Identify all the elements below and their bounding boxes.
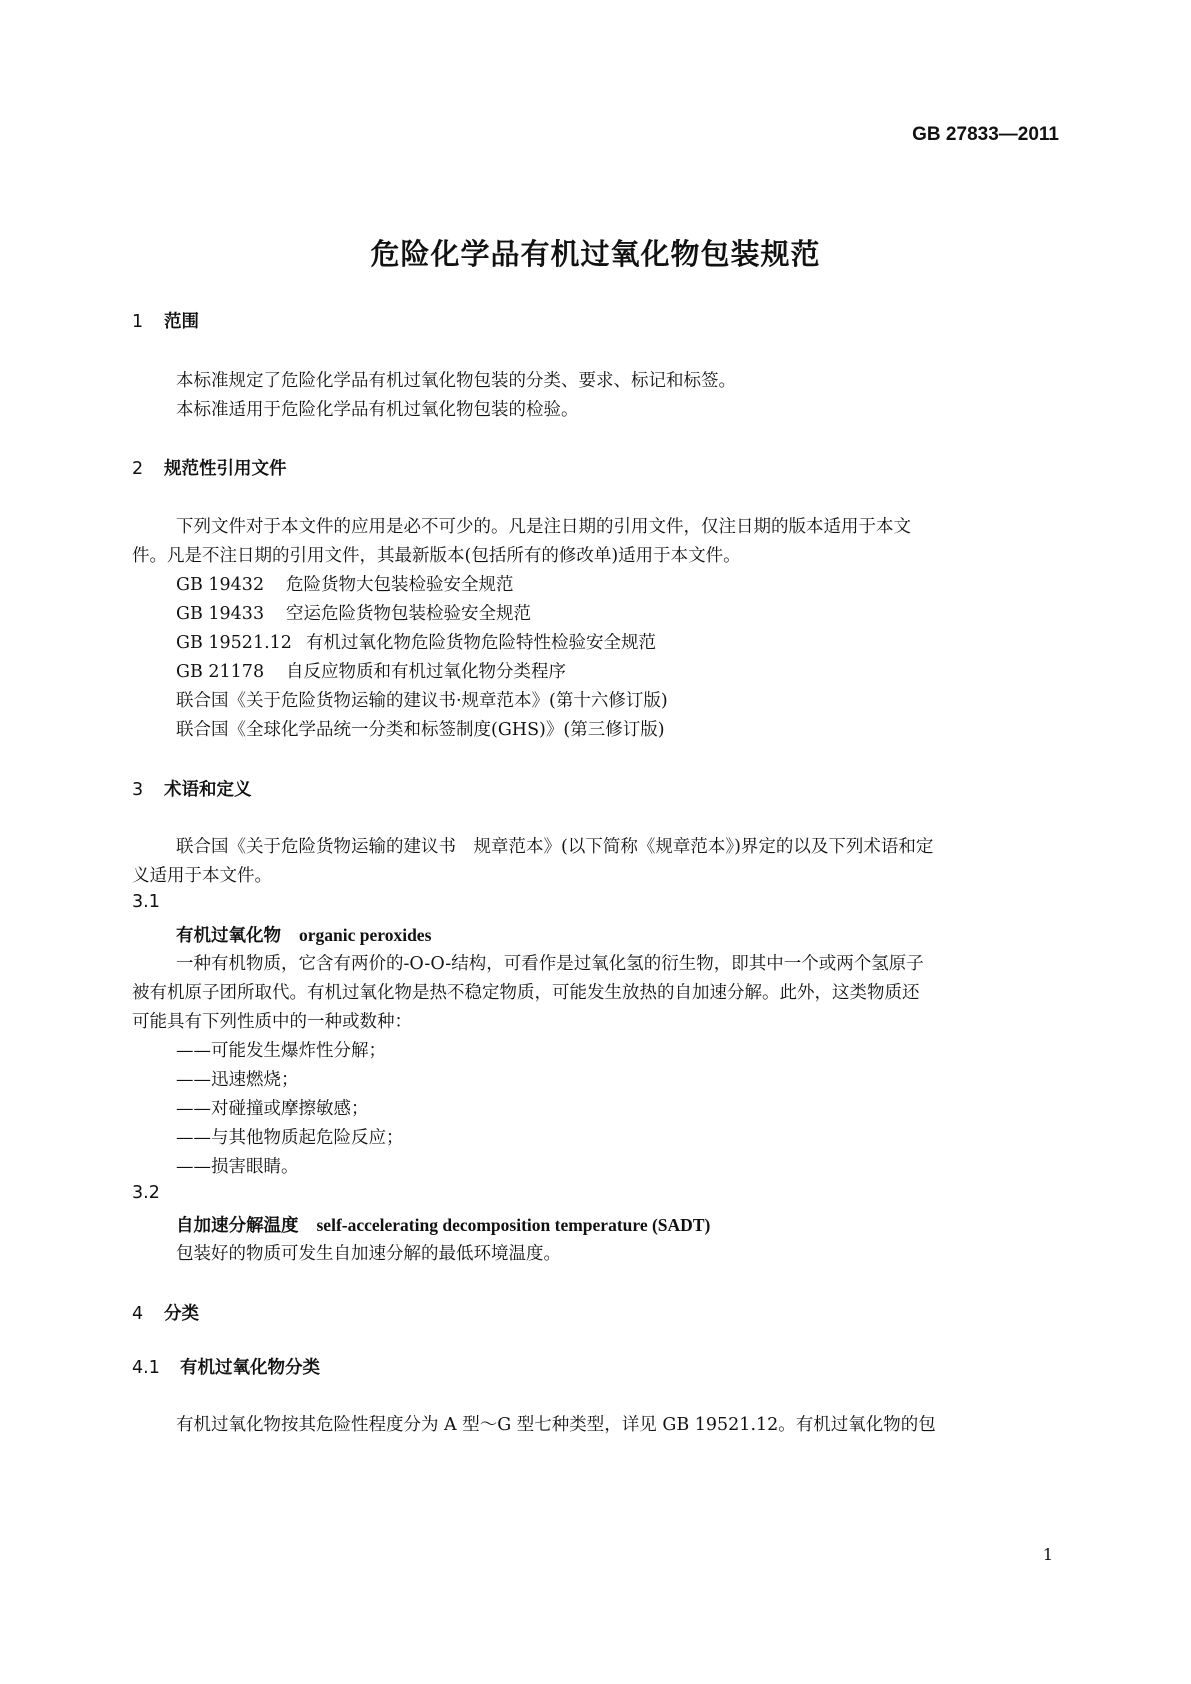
- clause-number: 3.2: [132, 1183, 160, 1203]
- term-heading: [176, 922, 431, 947]
- section-number: 2: [132, 459, 144, 479]
- reference-title: 空运危险货物包装检验安全规范: [286, 604, 531, 624]
- reference-code: GB 21178: [176, 662, 265, 682]
- list-item: ——与其他物质起危险反应；: [176, 1128, 404, 1148]
- reference-item: [176, 571, 514, 596]
- reference-item: [176, 600, 531, 625]
- section-number: 4.1: [132, 1358, 160, 1378]
- term-english: organic peroxides: [299, 925, 432, 945]
- section-1-heading: [132, 308, 199, 333]
- reference-title: 危险货物大包装检验安全规范: [286, 575, 514, 595]
- paragraph: 义适用于本文件。: [132, 866, 272, 886]
- reference-item: 联合国《全球化学品统一分类和标签制度(GHS)》(第三修订版): [176, 720, 665, 740]
- page-number: 1: [1042, 1545, 1053, 1564]
- list-item: ——对碰撞或摩擦敏感；: [176, 1099, 369, 1119]
- section-title: 范围: [164, 312, 199, 332]
- section-4-heading: [132, 1300, 199, 1325]
- section-title: 术语和定义: [164, 780, 252, 800]
- reference-code: GB 19521.12: [176, 633, 292, 653]
- section-2-heading: [132, 455, 287, 480]
- paragraph: 下列文件对于本文件的应用是必不可少的。凡是注日期的引用文件，仅注日期的版本适用于本文: [176, 517, 911, 537]
- paragraph: 件。凡是不注日期的引用文件，其最新版本(包括所有的修改单)适用于本文件。: [132, 546, 741, 566]
- reference-title: 自反应物质和有机过氧化物分类程序: [286, 662, 566, 682]
- reference-item: [176, 658, 566, 683]
- subsection-4-1-heading: [132, 1354, 320, 1379]
- standard-number: GB 27833—2011: [912, 124, 1059, 145]
- list-item: ——迅速燃烧；: [176, 1070, 299, 1090]
- section-number: 3: [132, 780, 144, 800]
- section-number: 4: [132, 1304, 144, 1324]
- section-title: 分类: [164, 1304, 199, 1324]
- section-title: 有机过氧化物分类: [180, 1358, 320, 1378]
- paragraph: 本标准适用于危险化学品有机过氧化物包装的检验。: [176, 400, 579, 420]
- term-heading: [176, 1212, 710, 1237]
- reference-title: 有机过氧化物危险货物危险特性检验安全规范: [306, 633, 656, 653]
- reference-item: 联合国《关于危险货物运输的建议书·规章范本》(第十六修订版): [176, 691, 668, 711]
- definition-text: 可能具有下列性质中的一种或数种：: [132, 1012, 412, 1032]
- section-3-heading: [132, 776, 252, 801]
- definition-text: 包装好的物质可发生自加速分解的最低环境温度。: [176, 1244, 561, 1264]
- definition-text: 一种有机物质，它含有两价的-O-O-结构，可看作是过氧化氢的衍生物，即其中一个或两个氢原子: [176, 954, 924, 974]
- term-chinese: 自加速分解温度: [176, 1216, 299, 1236]
- paragraph: 有机过氧化物按其危险性程度分为 A 型～G 型七种类型，详见 GB 19521.12。有机过氧化物的包: [176, 1415, 936, 1435]
- section-number: 1: [132, 312, 144, 332]
- list-item: ——损害眼睛。: [176, 1157, 299, 1177]
- reference-item: [176, 629, 656, 654]
- reference-code: GB 19433: [176, 604, 265, 624]
- term-chinese: 有机过氧化物: [176, 926, 281, 946]
- reference-code: GB 19432: [176, 575, 265, 595]
- section-title: 规范性引用文件: [164, 459, 287, 479]
- document-title: 危险化学品有机过氧化物包装规范: [370, 237, 821, 271]
- clause-number: 3.1: [132, 892, 160, 912]
- term-english: self-accelerating decomposition temperature (SADT): [316, 1215, 711, 1235]
- definition-text: 被有机原子团所取代。有机过氧化物是热不稳定物质，可能发生放热的自加速分解。此外，这类物质还: [132, 983, 920, 1003]
- paragraph: 本标准规定了危险化学品有机过氧化物包装的分类、要求、标记和标签。: [176, 371, 736, 391]
- list-item: ——可能发生爆炸性分解；: [176, 1041, 386, 1061]
- paragraph: 联合国《关于危险货物运输的建议书 规章范本》(以下简称《规章范本》)界定的以及下列术语和定: [176, 837, 934, 857]
